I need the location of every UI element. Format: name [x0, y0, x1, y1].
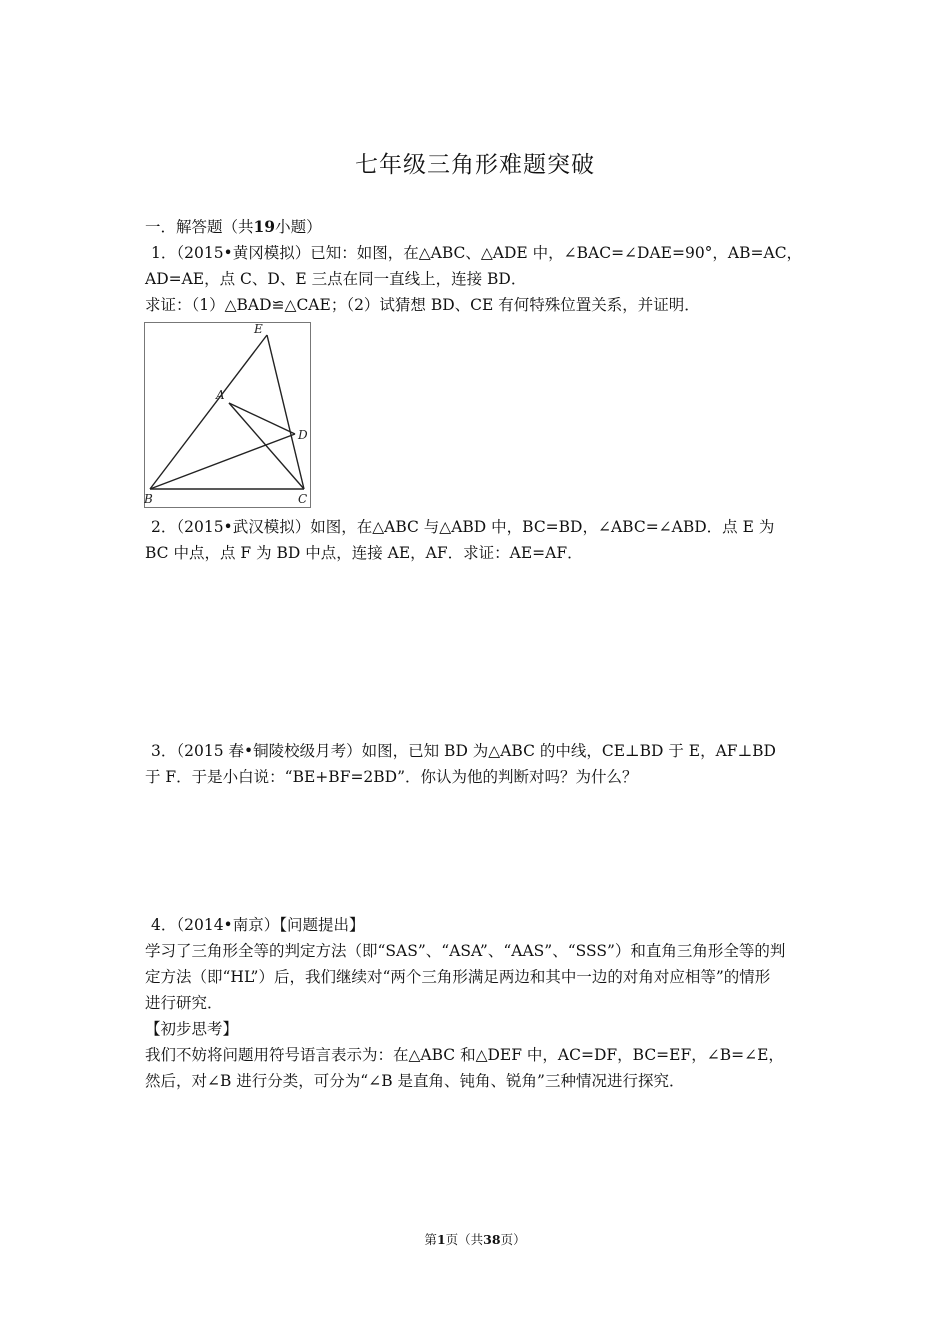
q1-line-2: AD=AE，点 C、D、E 三点在同一直线上，连接 BD． [145, 270, 527, 288]
footer-suffix: 页） [500, 1232, 526, 1247]
q2-line-1: 2．（2015•武汉模拟）如图，在△ABC 与△ABD 中，BC=BD，∠ABC=∠ABD．点 E 为 [151, 518, 775, 536]
section-suffix: 小题） [275, 218, 322, 236]
label-c: C [298, 492, 308, 506]
q4-line-7: 然后，对∠B 进行分类，可分为“∠B 是直角、钝角、锐角”三种情况进行探究． [145, 1072, 685, 1090]
q2-line-2: BC 中点，点 F 为 BD 中点，连接 AE，AF．求证：AE=AF． [145, 544, 583, 562]
segment-ac [229, 403, 304, 489]
q4-line-3: 定方法（即“HL”）后，我们继续对“两个三角形满足两边和其中一边的对角对应相等”的情形 [145, 968, 771, 986]
label-a: A [216, 388, 225, 402]
page-title: 七年级三角形难题突破 [355, 152, 595, 178]
label-d: D [298, 428, 308, 442]
segment-ec [267, 335, 304, 489]
question-count: 19 [253, 217, 276, 236]
q4-line-1: 4．（2014•南京）【问题提出】 [151, 916, 365, 934]
footer-middle: 页（共 [445, 1232, 484, 1247]
section-prefix: 一．解答题（共 [145, 218, 254, 236]
section-heading [145, 215, 810, 239]
q1-triangle-figure [144, 322, 311, 508]
q3-line-2: 于 F．于是小白说：“BE+BF=2BD”．你认为他的判断对吗？为什么？ [145, 768, 638, 786]
q3-line-1: 3．（2015 春•铜陵校级月考）如图，已知 BD 为△ABC 的中线，CE⊥BD 于 E，AF⊥BD [151, 742, 776, 760]
q4-line-2: 学习了三角形全等的判定方法（即“SAS”、“ASA”、“AAS”、“SSS”）和直角三角形全等的判 [145, 942, 786, 960]
q1-line-3: 求证：（1）△BAD≌△CAE；（2）试猜想 BD、CE 有何特殊位置关系，并证明． [145, 296, 700, 314]
footer-total-pages: 38 [483, 1232, 501, 1247]
footer-page-number: 1 [436, 1232, 446, 1247]
page-footer [0, 1230, 950, 1248]
label-e: E [254, 322, 263, 336]
q4-line-4: 进行研究． [145, 994, 223, 1012]
q1-line-1: 1．（2015•黄冈模拟）已知：如图，在△ABC、△ADE 中，∠BAC=∠DAE=90°，AB=AC， [151, 244, 803, 262]
label-b: B [144, 492, 153, 506]
q4-line-6: 我们不妨将问题用符号语言表示为：在△ABC 和△DEF 中，AC=DF，BC=EF，∠B=∠E， [145, 1046, 784, 1064]
q4-line-5: 【初步思考】 [145, 1020, 239, 1038]
footer-prefix: 第 [424, 1232, 437, 1247]
